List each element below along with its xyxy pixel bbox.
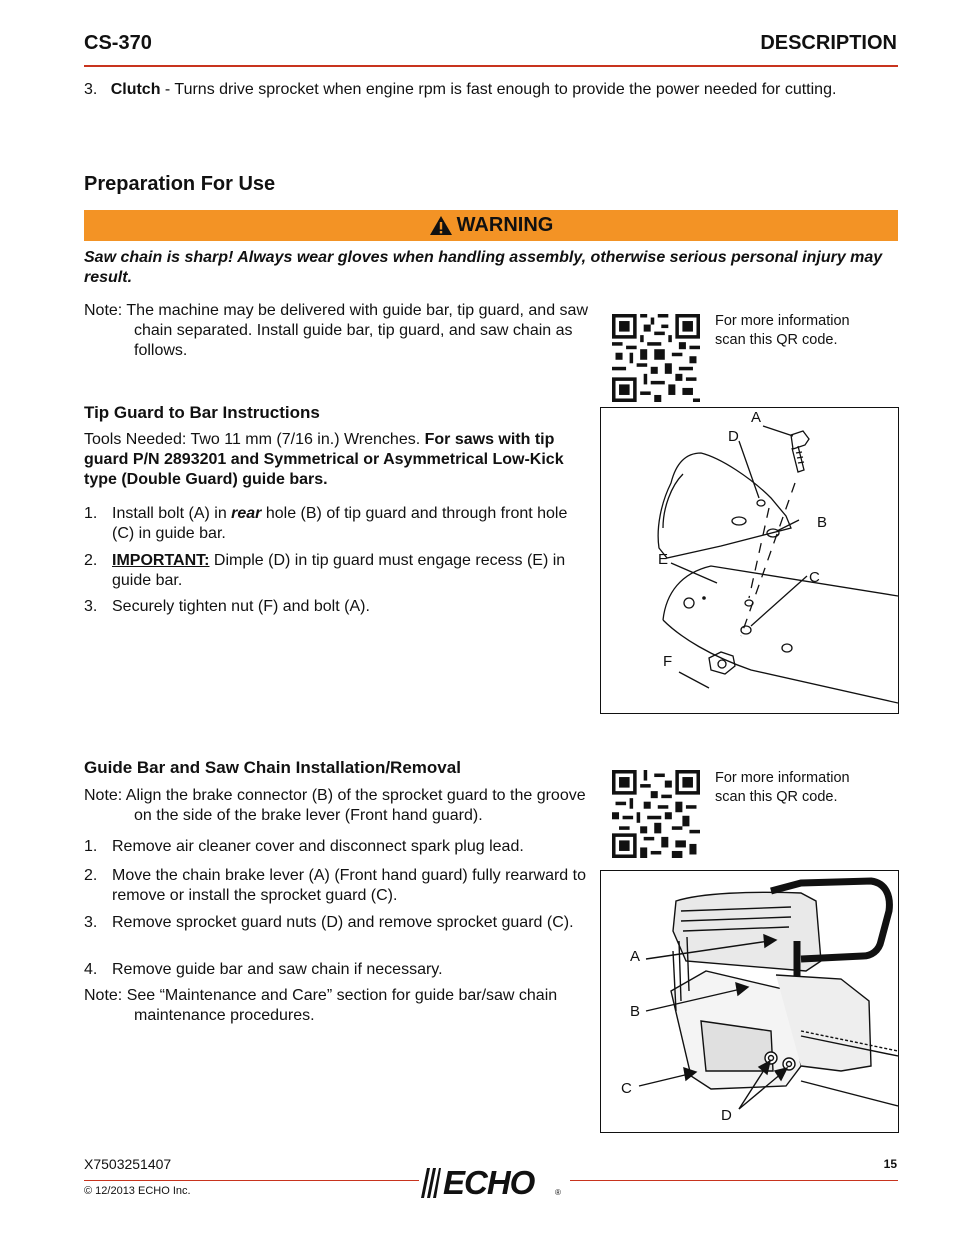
tip-step-2: 2. IMPORTANT: Dimple (D) in tip guard must engage recess (E) in guide bar.: [84, 552, 566, 589]
prep-title: Preparation For Use: [84, 173, 276, 195]
guide-step-1: 1. Remove air cleaner cover and disconnect spark plug lead.: [84, 838, 524, 855]
header-rule: [84, 65, 898, 67]
guide-step-4: 4. Remove guide bar and saw chain if necessary.: [84, 961, 443, 978]
clutch-item: [84, 80, 898, 100]
footer-rule-left: [84, 1180, 419, 1181]
tip-guard-figure: [600, 407, 899, 714]
guide-step-2: 2. Move the chain brake lever (A) (Front hand guard) fully rearward to remove or install the sprocket guard (C).: [84, 867, 586, 904]
clutch-term: Clutch: [110, 81, 161, 98]
qr-caption-2: [715, 769, 850, 807]
qr-caption-line1: For more information: [715, 770, 850, 786]
section-header: DESCRIPTION: [760, 32, 897, 54]
copyright: © 12/2013 ECHO Inc.: [84, 1185, 191, 1197]
logo-text: ECHO: [443, 1164, 535, 1201]
tip-label-b: B: [817, 514, 828, 531]
tip-label-e: E: [658, 551, 669, 568]
chainsaw-illustration: [601, 871, 898, 1132]
warning-text: Saw chain is sharp! Always wear gloves when handling assembly, otherwise serious personal injury may result.: [84, 249, 883, 286]
logo-stripes-icon: [421, 1168, 441, 1198]
important-label: IMPORTANT:: [112, 552, 210, 569]
saw-label-c: C: [621, 1080, 632, 1097]
tip-label-f: F: [663, 653, 673, 670]
tip-label-a: A: [751, 409, 762, 426]
qr-caption-line1: For more information: [715, 313, 850, 329]
logo-reg-mark: ®: [555, 1188, 561, 1197]
clutch-number: 3.: [84, 81, 98, 98]
note-delivery: Note: The machine may be delivered with guide bar, tip guard, and saw chain separated. Install guide bar, tip guard, and saw chain as follows.: [84, 302, 588, 359]
tip-step-1: 1. Install bolt (A) in rear hole (B) of tip guard and through front hole (C) in guide bar.: [84, 505, 568, 542]
guide-bar-title: Guide Bar and Saw Chain Installation/Removal: [84, 758, 461, 777]
tip-label-d: D: [728, 428, 739, 445]
saw-label-b: B: [630, 1003, 641, 1020]
tools-plain: Tools Needed: Two 11 mm (7/16 in.) Wrenches.: [84, 431, 425, 448]
warning-bar: [84, 210, 898, 241]
warning-label: WARNING: [456, 214, 554, 236]
warning-triangle-icon: [429, 215, 453, 236]
tools-bold: For saws with tip guard P/N 2893201 and Symmetrical or Asymmetrical Low-Kick type (Double Guard) guide bars.: [84, 431, 564, 488]
part-number: X7503251407: [84, 1156, 172, 1172]
qr-caption-line2: scan this QR code.: [715, 332, 838, 348]
page-number: 15: [883, 1157, 897, 1171]
tip-guard-illustration: [601, 408, 898, 713]
qr-code-icon: [612, 314, 700, 402]
chainsaw-figure: [600, 870, 899, 1133]
qr-caption-1: [715, 312, 850, 350]
qr-caption-line2: scan this QR code.: [715, 789, 838, 805]
tip-step-3: 3. Securely tighten nut (F) and bolt (A).: [84, 598, 370, 615]
qr-code-icon: [612, 770, 700, 858]
saw-label-d: D: [721, 1107, 732, 1124]
tools-needed: [84, 430, 589, 490]
tip-guard-title: Tip Guard to Bar Instructions: [84, 403, 320, 422]
footer-rule-right: [570, 1180, 898, 1181]
note-maintenance: Note: See “Maintenance and Care” section for guide bar/saw chain maintenance procedures.: [84, 987, 558, 1024]
tip-label-c: C: [809, 569, 820, 586]
model-header: CS-370: [84, 32, 152, 54]
saw-label-a: A: [630, 948, 641, 965]
echo-logo: [421, 1166, 565, 1200]
clutch-text: - Turns drive sprocket when engine rpm is fast enough to provide the power needed for cutting.: [160, 81, 837, 98]
guide-step-3: 3. Remove sprocket guard nuts (D) and remove sprocket guard (C).: [84, 914, 574, 931]
note-brake-connector: Note: Align the brake connector (B) of the sprocket guard to the groove on the side of the brake lever (Front hand guard).: [84, 787, 586, 824]
